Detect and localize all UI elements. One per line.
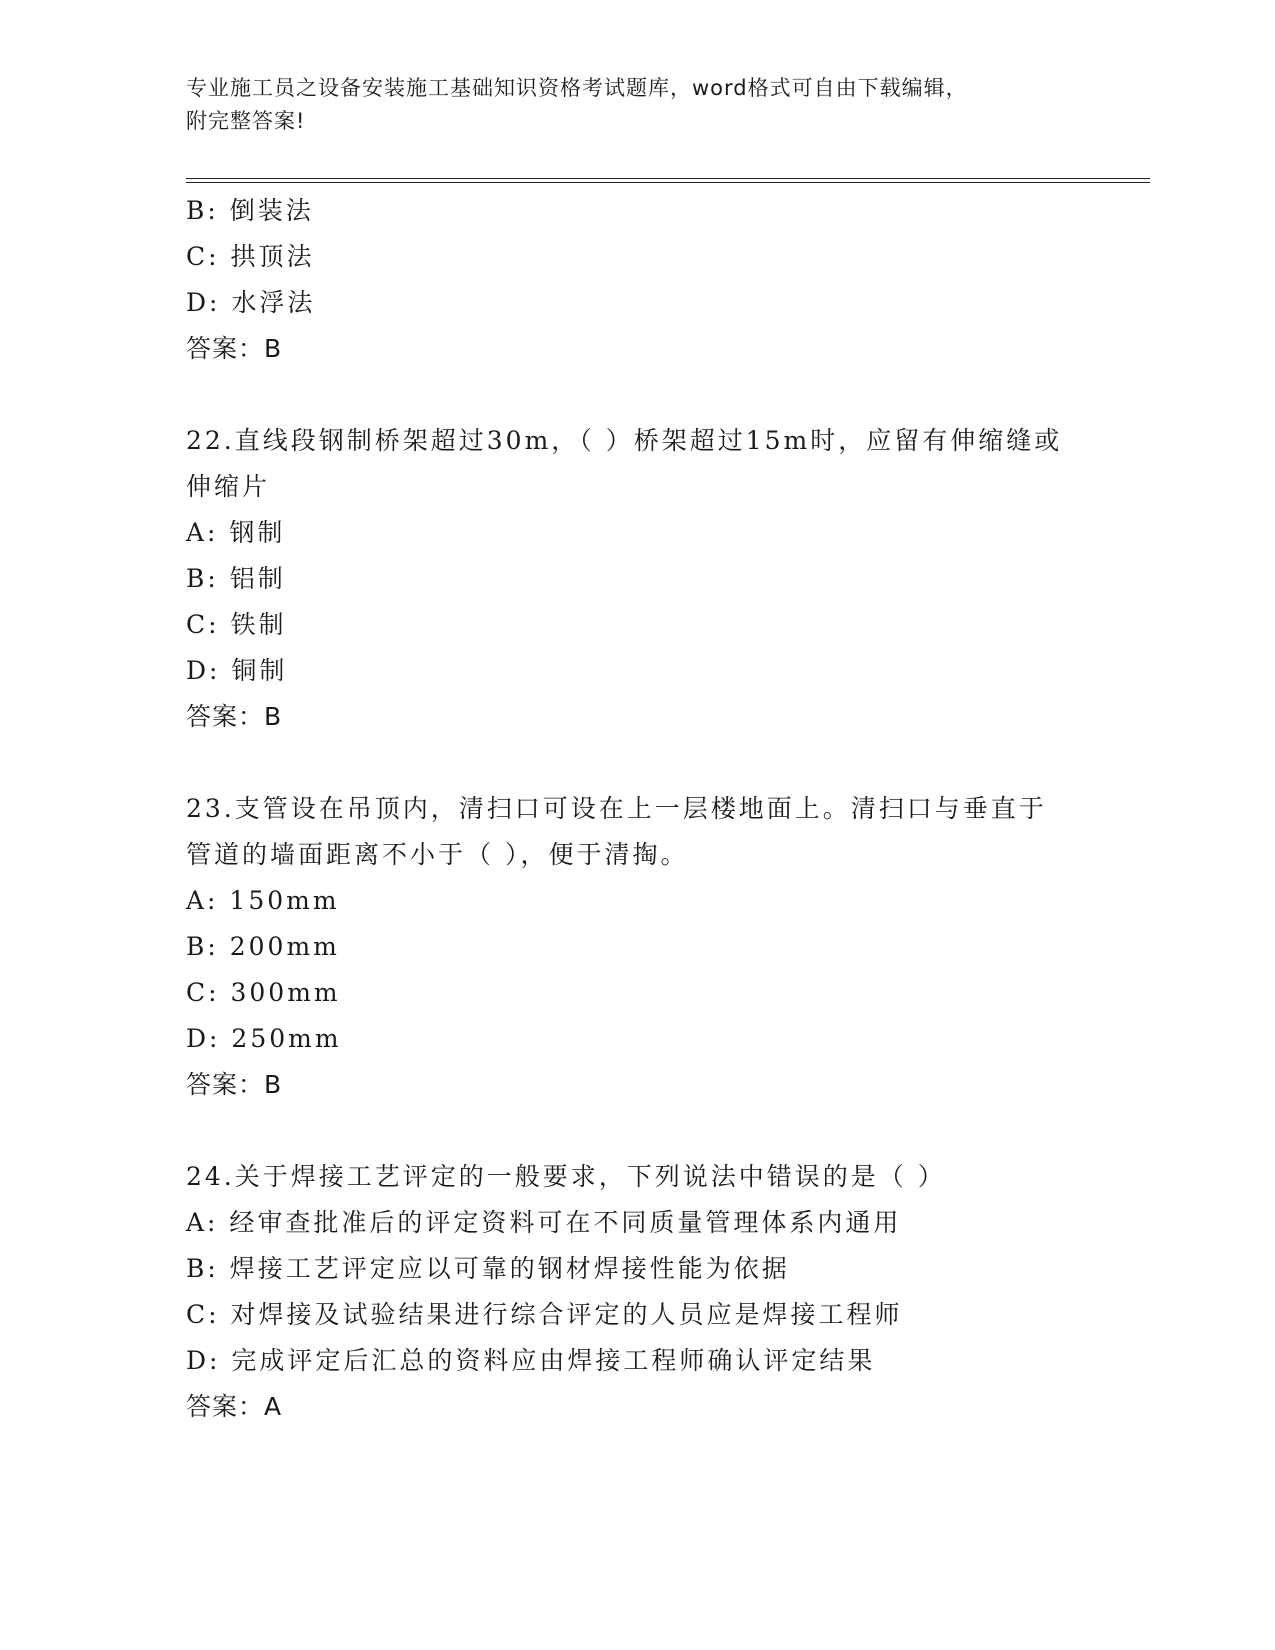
question-22 [186, 418, 1086, 740]
header-line-1: 专业施工员之设备安装施工基础知识资格考试题库，word格式可自由下载编辑， [186, 76, 968, 100]
option: D: 250mm [186, 1024, 342, 1053]
option: B: 200mm [186, 932, 340, 961]
document-header [186, 72, 1086, 138]
question-text-line-1: 22.直线段钢制桥架超过30m，（ ）桥架超过15m时，应留有伸缩缝或 [186, 426, 1063, 455]
option: C: 拱顶法 [186, 242, 315, 271]
answer-line: 答案：B [186, 702, 283, 731]
answer-line: 答案：B [186, 334, 283, 363]
question-list [186, 188, 1086, 1430]
option: A: 钢制 [186, 518, 286, 547]
question-text-line-2: 管道的墙面距离不小于（ ），便于清掏。 [186, 840, 689, 869]
option: B: 焊接工艺评定应以可靠的钢材焊接性能为依据 [186, 1254, 790, 1283]
question-24 [186, 1154, 1086, 1430]
prev-question [186, 188, 1086, 372]
header-rule-bottom [186, 182, 1150, 183]
question-text-line-1: 23.支管设在吊顶内，清扫口可设在上一层楼地面上。清扫口与垂直于 [186, 794, 1047, 823]
question-text-line-2: 伸缩片 [186, 472, 271, 501]
question-23 [186, 786, 1086, 1108]
header-rule-top [186, 178, 1150, 179]
option: D: 铜制 [186, 656, 288, 685]
answer-line: 答案：A [186, 1392, 283, 1421]
header-line-2: 附完整答案! [186, 109, 306, 133]
option: C: 对焊接及试验结果进行综合评定的人员应是焊接工程师 [186, 1300, 903, 1329]
option: A: 经审查批准后的评定资料可在不同质量管理体系内通用 [186, 1208, 902, 1237]
option: C: 300mm [186, 978, 341, 1007]
option: D: 水浮法 [186, 288, 316, 317]
option: C: 铁制 [186, 610, 287, 639]
option: B: 倒装法 [186, 196, 314, 225]
question-text-line-1: 24.关于焊接工艺评定的一般要求，下列说法中错误的是（ ） [186, 1162, 946, 1191]
option: B: 铝制 [186, 564, 286, 593]
option: A: 150mm [186, 886, 340, 915]
answer-line: 答案：B [186, 1070, 283, 1099]
option: D: 完成评定后汇总的资料应由焊接工程师确认评定结果 [186, 1346, 876, 1375]
